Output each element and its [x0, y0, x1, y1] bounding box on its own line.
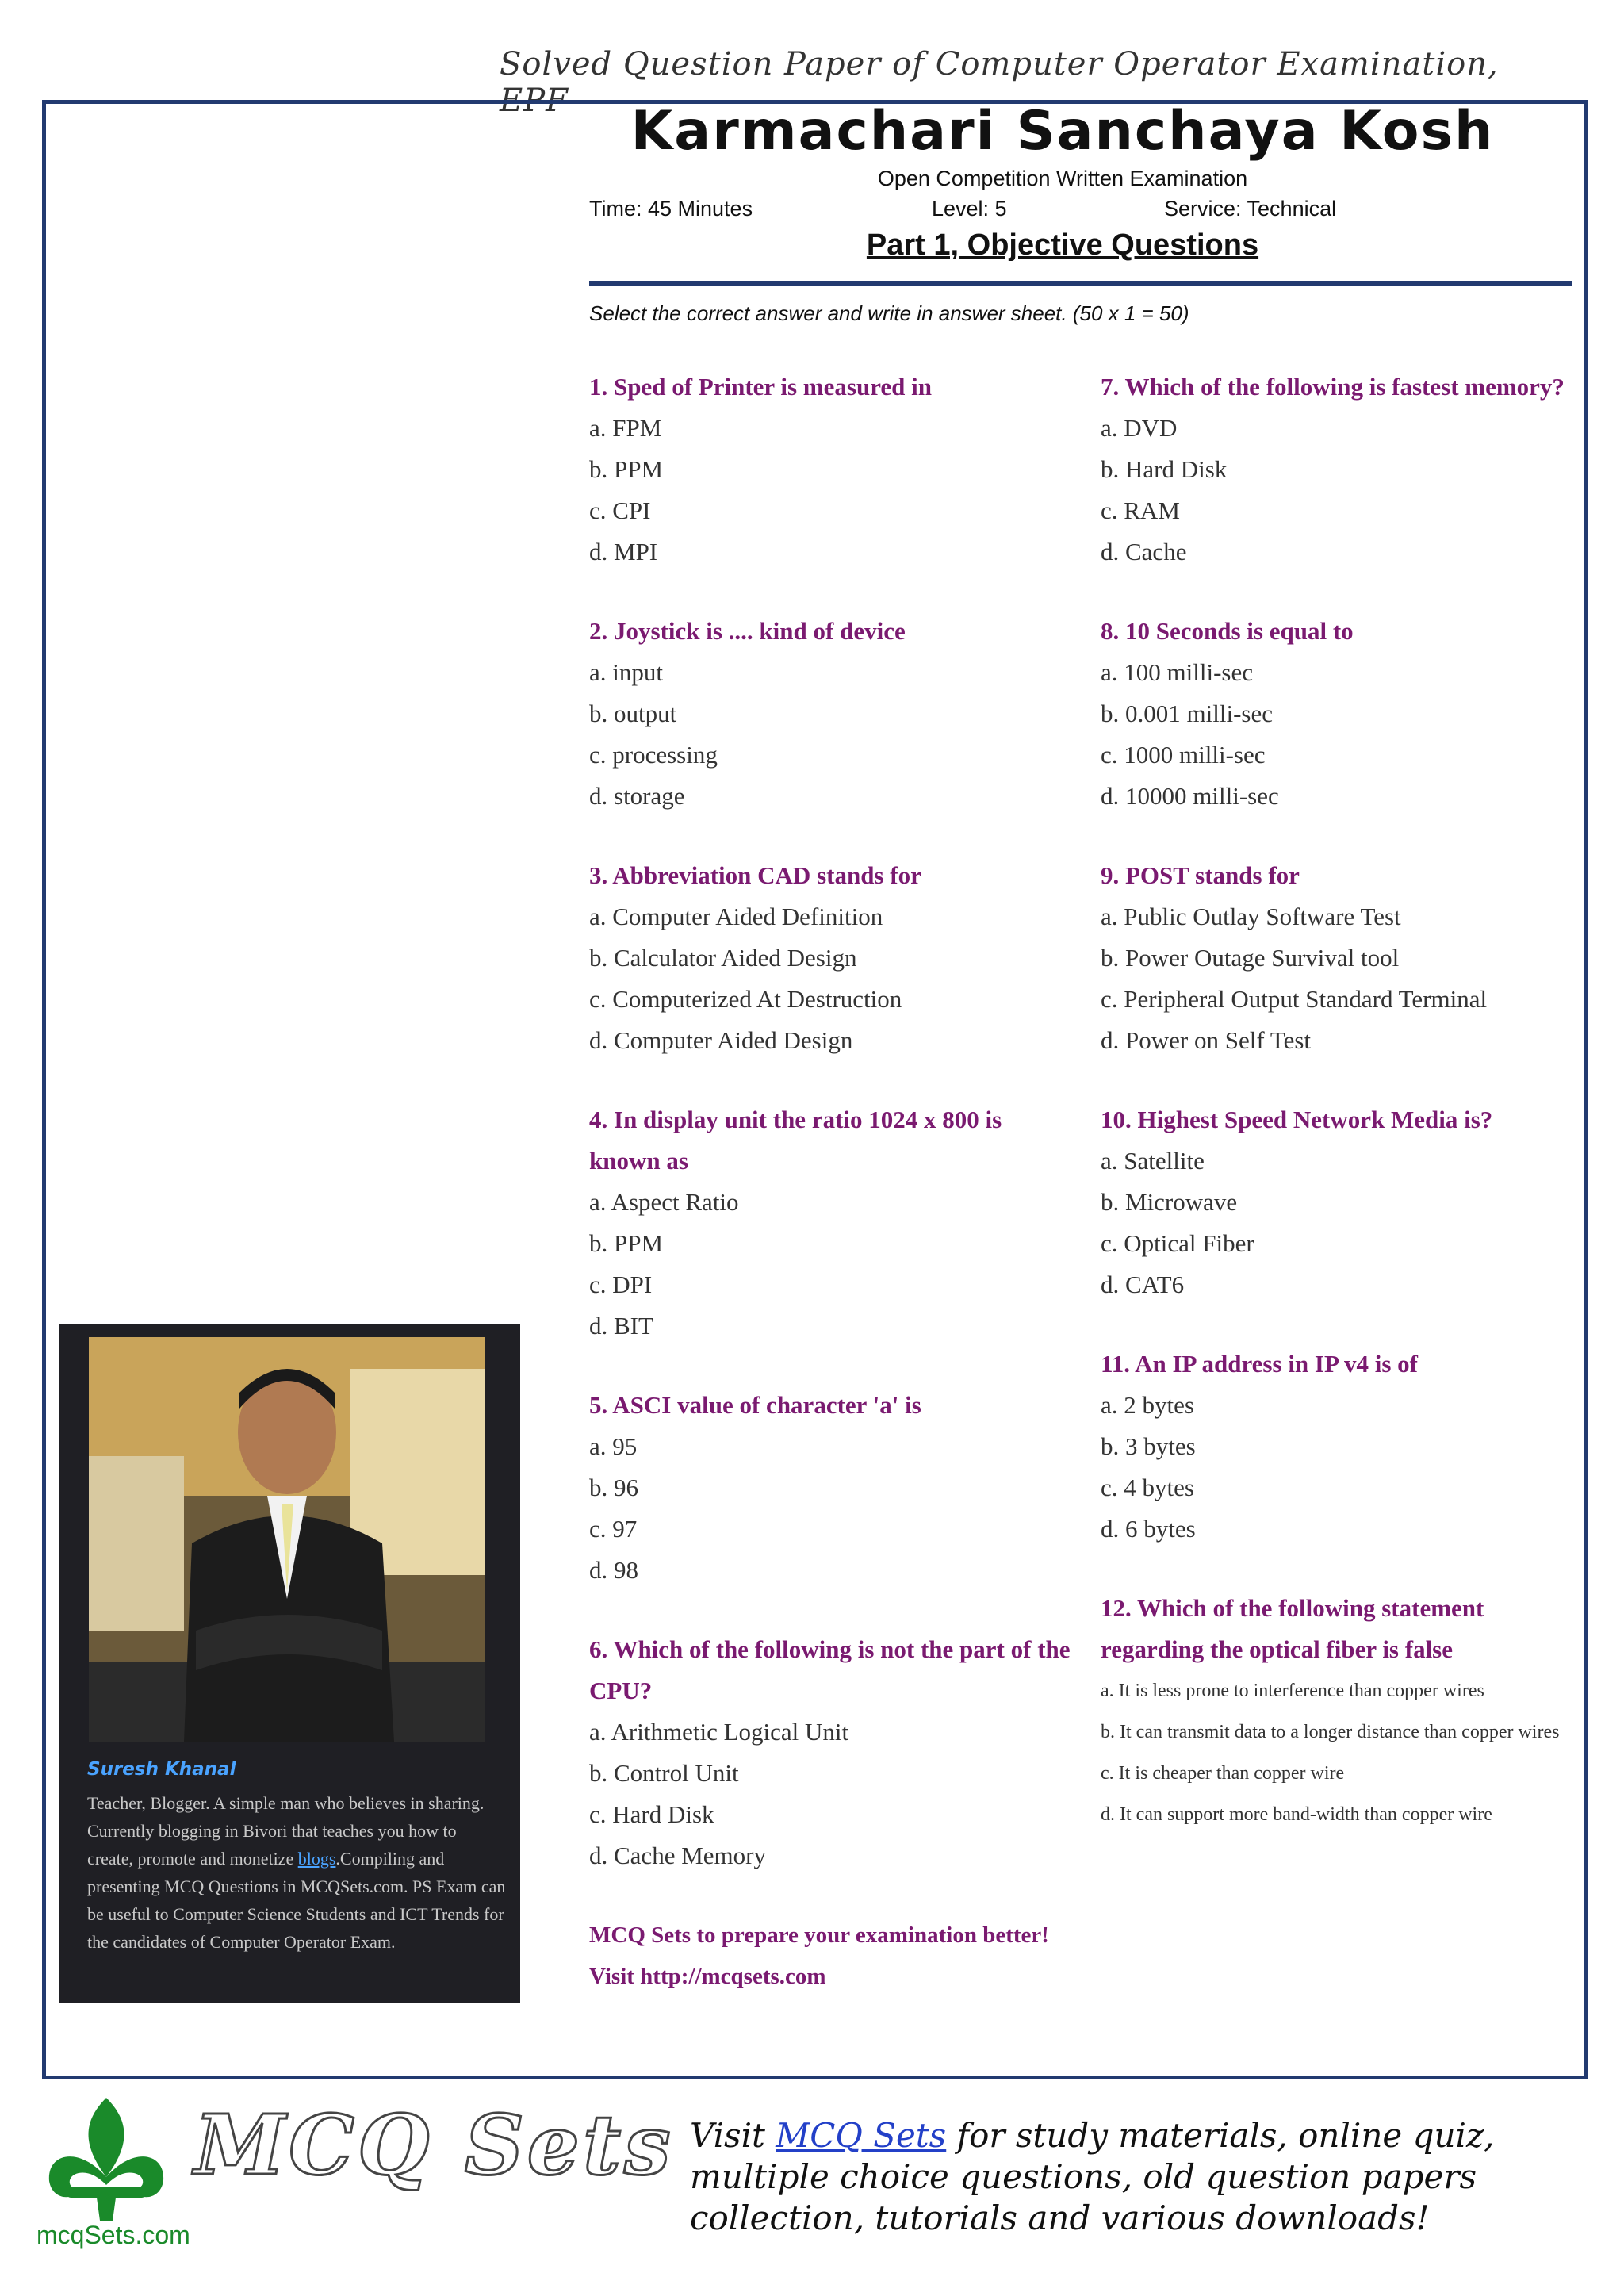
question-text: 7. Which of the following is fastest memory? — [1101, 373, 1565, 401]
answer-option: c. CPI — [589, 496, 651, 524]
answer-option: a. FPM — [589, 414, 662, 442]
answer-option: a. Aspect Ratio — [589, 1188, 739, 1216]
answer-option: c. Optical Fiber — [1101, 1229, 1254, 1257]
answer-option: b. PPM — [589, 1229, 664, 1257]
answer-option: a. Computer Aided Definition — [589, 903, 883, 930]
answer-option: b. Calculator Aided Design — [589, 944, 857, 972]
answer-option: a. 95 — [589, 1432, 638, 1460]
author-bio — [87, 1789, 506, 1956]
question-block — [1101, 1588, 1584, 1835]
part-title: Part 1, Objective Questions — [866, 228, 1259, 262]
answer-option: b. 0.001 milli-sec — [1101, 700, 1273, 727]
answer-option: b. 3 bytes — [1101, 1432, 1196, 1460]
question-block — [1101, 611, 1584, 817]
answer-option: a. 100 milli-sec — [1101, 658, 1253, 686]
answer-option: d. 10000 milli-sec — [1101, 782, 1279, 810]
mcqsets-link[interactable]: MCQ Sets — [776, 2116, 947, 2155]
mcqsets-logo-url[interactable]: mcqSets.com — [36, 2221, 190, 2249]
instruction: Select the correct answer and write in answer sheet. (50 x 1 = 50) — [589, 301, 1189, 325]
answer-option: c. 4 bytes — [1101, 1474, 1194, 1501]
question-text: 8. 10 Seconds is equal to — [1101, 617, 1354, 645]
promo-text: MCQ Sets to prepare your examination better! Visit http://mcqsets.com — [589, 1922, 1049, 1989]
answer-option: d. Power on Self Test — [1101, 1026, 1312, 1054]
footer-visit-suffix: for study materials, online quiz, multiple choice questions, old question papers collection, tutorials and various downloads! — [690, 2116, 1495, 2237]
mcqsets-logo-text: MCQ Sets — [194, 2096, 674, 2194]
questions-right-column — [1101, 366, 1584, 1873]
answer-option: b. output — [589, 700, 677, 727]
answer-option: d. MPI — [589, 538, 658, 565]
answer-option: c. Computerized At Destruction — [589, 985, 902, 1013]
question-text: 10. Highest Speed Network Media is? — [1101, 1106, 1493, 1133]
answer-option: c. 97 — [589, 1515, 638, 1543]
page-tagline: Solved Question Paper of Computer Operator Examination, EPF — [500, 46, 1499, 119]
answer-option: c. DPI — [589, 1271, 653, 1298]
question-text: 3. Abbreviation CAD stands for — [589, 861, 921, 889]
answer-option: d. It can support more band-width than copper wire — [1101, 1804, 1492, 1825]
answer-option: c. RAM — [1101, 496, 1180, 524]
answer-option: a. 2 bytes — [1101, 1391, 1194, 1419]
divider — [589, 281, 1572, 286]
question-text: 12. Which of the following statement regarding the optical fiber is false — [1101, 1594, 1484, 1663]
question-text: 11. An IP address in IP v4 is of — [1101, 1350, 1418, 1378]
answer-option: b. PPM — [589, 455, 664, 483]
question-block — [589, 366, 1073, 573]
question-block — [589, 1099, 1073, 1347]
answer-option: b. Hard Disk — [1101, 455, 1228, 483]
answer-option: d. BIT — [589, 1312, 653, 1340]
exam-level: Level: 5 — [932, 197, 1007, 220]
answer-option: d. Cache Memory — [589, 1842, 766, 1869]
exam-time: Time: 45 Minutes — [589, 197, 753, 220]
question-block — [589, 611, 1073, 817]
question-block — [1101, 1099, 1584, 1305]
blogs-link[interactable]: blogs — [297, 1849, 336, 1869]
answer-option: d. Computer Aided Design — [589, 1026, 853, 1054]
author-name[interactable]: Suresh Khanal — [87, 1759, 236, 1780]
exam-type: Open Competition Written Examination — [877, 167, 1248, 190]
answer-option: a. It is less prone to interference than copper wires — [1101, 1681, 1484, 1701]
question-block — [1101, 855, 1584, 1061]
question-block — [589, 1629, 1073, 1876]
answer-option: d. storage — [589, 782, 685, 810]
question-block — [589, 855, 1073, 1061]
answer-option: b. Control Unit — [589, 1759, 739, 1787]
question-text: 2. Joystick is .... kind of device — [589, 617, 906, 645]
question-block — [589, 1385, 1073, 1591]
answer-option: c. Peripheral Output Standard Terminal — [1101, 985, 1488, 1013]
answer-option: a. Arithmetic Logical Unit — [589, 1718, 849, 1746]
answer-option: a. Public Outlay Software Test — [1101, 903, 1401, 930]
author-card — [59, 1324, 520, 2003]
question-text: 4. In display unit the ratio 1024 x 800 is known as — [589, 1106, 1002, 1175]
answer-option: b. 96 — [589, 1474, 638, 1501]
question-text: 5. ASCI value of character 'a' is — [589, 1391, 921, 1419]
answer-option: b. It can transmit data to a longer distance than copper wires — [1101, 1722, 1560, 1742]
author-bio-text: Teacher, Blogger. A simple man who believes in sharing. Currently blogging in Bivori that teaches you how to create, promote and monetize — [87, 1793, 485, 1869]
answer-option: d. CAT6 — [1101, 1271, 1185, 1298]
answer-option: a. DVD — [1101, 414, 1178, 442]
question-block — [1101, 1343, 1584, 1550]
answer-option: c. 1000 milli-sec — [1101, 741, 1266, 769]
answer-option: c. It is cheaper than copper wire — [1101, 1763, 1345, 1784]
question-block — [1101, 366, 1584, 573]
answer-option: b. Power Outage Survival tool — [1101, 944, 1400, 972]
answer-option: d. 98 — [589, 1556, 638, 1584]
answer-option: c. Hard Disk — [589, 1800, 714, 1828]
answer-option: a. Satellite — [1101, 1147, 1205, 1175]
question-text: 9. POST stands for — [1101, 861, 1300, 889]
mcqsets-logo-icon — [35, 2090, 178, 2229]
author-photo — [89, 1337, 485, 1742]
answer-option: c. processing — [589, 741, 718, 769]
answer-option: a. input — [589, 658, 663, 686]
question-text: 1. Sped of Printer is measured in — [589, 373, 933, 401]
answer-option: b. Microwave — [1101, 1188, 1238, 1216]
questions-left-column — [589, 366, 1073, 1997]
answer-option: d. Cache — [1101, 538, 1187, 565]
question-text: 6. Which of the following is not the part of the CPU? — [589, 1635, 1071, 1704]
exam-service: Service: Technical — [1164, 197, 1337, 220]
footer-visit-prefix: Visit — [690, 2116, 776, 2155]
footer-visit-text — [690, 2115, 1578, 2239]
author-bio-text-rest: .Compiling and presenting MCQ Questions in MCQSets.com. PS Exam can be useful to Computer Science Students and ICT Trends for the candidates of Computer Operator Exam. — [87, 1849, 506, 1952]
answer-option: d. 6 bytes — [1101, 1515, 1196, 1543]
exam-title: Karmachari Sanchaya Kosh — [630, 100, 1495, 163]
